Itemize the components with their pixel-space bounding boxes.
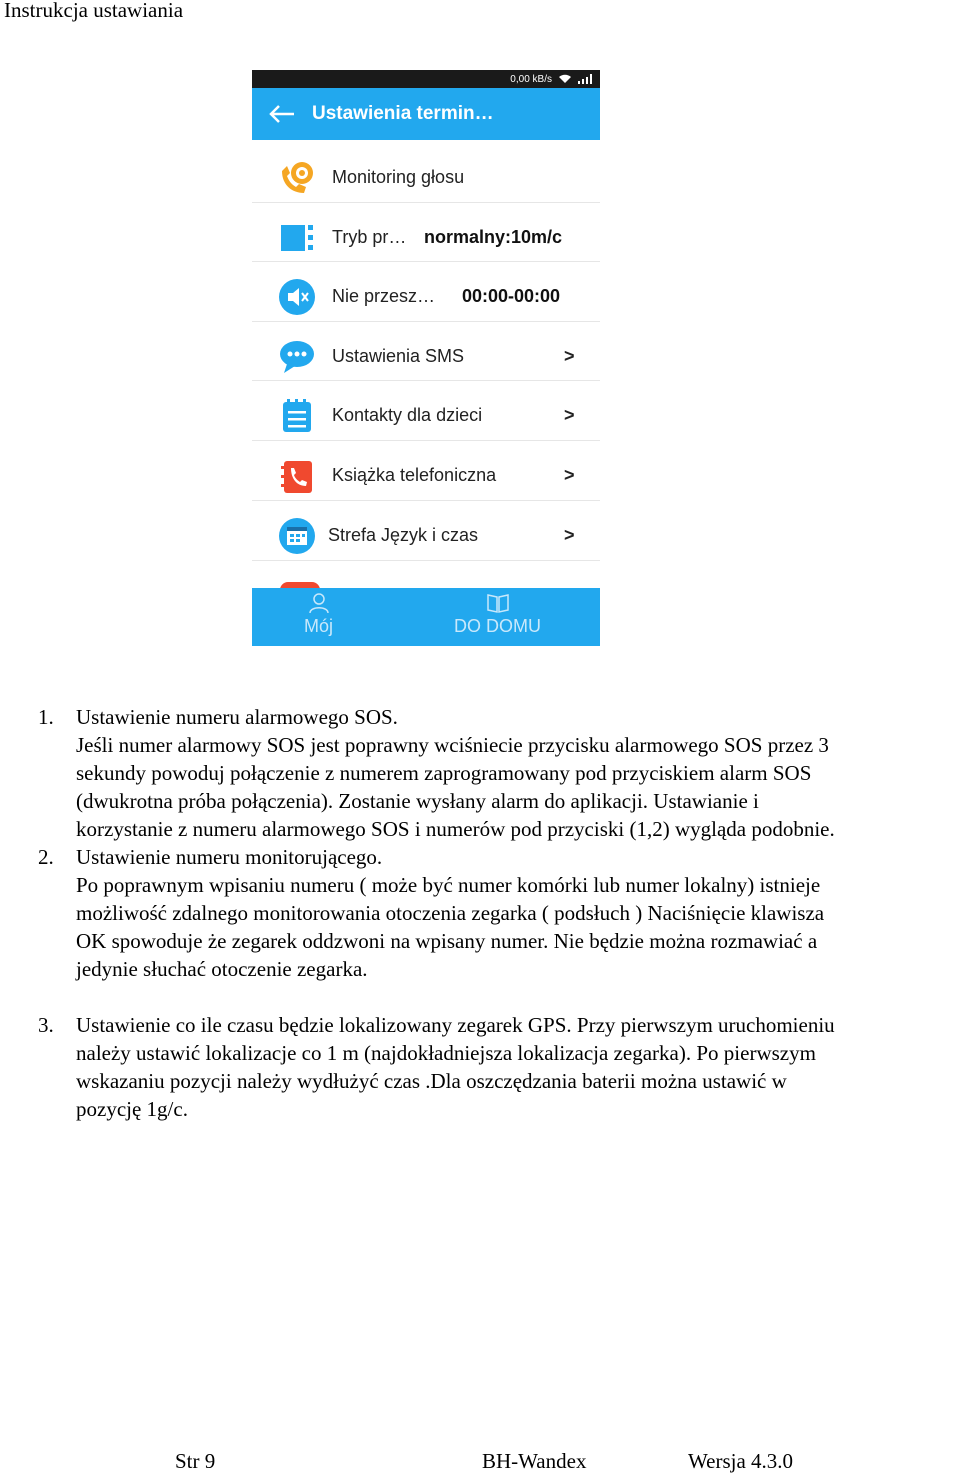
- row-value: 00:00-00:00: [462, 286, 561, 306]
- sms-icon: [278, 338, 316, 376]
- divider: [252, 261, 600, 262]
- list-number: 2.: [38, 845, 54, 869]
- list-number: 3.: [38, 1013, 54, 1037]
- footer-brand: BH-Wandex: [482, 1449, 587, 1473]
- list-number: 1.: [38, 705, 54, 729]
- divider: [252, 440, 600, 441]
- paragraph-line: Po poprawnym wpisaniu numeru ( może być numer komórki lub numer lokalny) istnieje: [76, 873, 821, 897]
- section-2-title: Ustawienie numeru monitorującego.: [76, 845, 383, 869]
- tab-home[interactable]: [454, 592, 541, 637]
- section-3-title: Ustawienie co ile czasu będzie lokalizowany zegarek GPS. Przy pierwszym uruchomieniu: [76, 1013, 835, 1037]
- mute-icon: [278, 278, 316, 316]
- paragraph-line: OK spowoduje że zegarek oddzwoni na wpisany numer. Nie będzie można rozmawiać a: [76, 929, 818, 953]
- tab-home-label: DO DOMU: [454, 616, 541, 636]
- user-icon: [308, 592, 330, 614]
- setting-phonebook[interactable]: [252, 446, 600, 505]
- document-header: Instrukcja ustawiania: [4, 0, 184, 22]
- paragraph-line: wskazaniu pozycji należy wydłużyć czas .Dla oszczędzania baterii można ustawić w: [76, 1069, 787, 1093]
- row-label: Kontakty dla dzieci: [332, 405, 483, 425]
- setting-work-mode[interactable]: [252, 208, 600, 267]
- app-title: Ustawienia termin…: [312, 103, 494, 124]
- phone-screenshot: [252, 70, 600, 646]
- divider: [252, 202, 600, 203]
- row-label: Ustawienia SMS: [332, 346, 465, 366]
- voice-monitor-icon: [278, 159, 316, 197]
- chevron-right-icon: >: [564, 465, 575, 485]
- contacts-list-icon: [278, 397, 316, 435]
- footer-version: Wersja 4.3.0: [688, 1449, 794, 1473]
- status-bar: [252, 70, 600, 88]
- divider: [252, 380, 600, 381]
- phonebook-icon: [278, 457, 316, 495]
- row-label: Nie przesz…: [332, 286, 436, 306]
- back-button[interactable]: [252, 88, 312, 140]
- paragraph-line: możliwość zdalnego monitorowania otoczenia zegarka ( podsłuch ) Naciśnięcie klawisza: [76, 901, 825, 925]
- row-label: Strefa Język i czas: [328, 525, 479, 545]
- row-value: normalny:10m/c: [424, 227, 563, 247]
- setting-do-not-disturb[interactable]: [252, 267, 600, 326]
- setting-voice-monitoring[interactable]: [252, 148, 600, 207]
- chevron-right-icon: >: [564, 525, 575, 545]
- paragraph-line: należy ustawić lokalizacje co 1 m (najdokładniejsza lokalizacja zegarka). Po pierwszym: [76, 1041, 816, 1065]
- chevron-right-icon: >: [564, 405, 575, 425]
- paragraph-line: Jeśli numer alarmowy SOS jest poprawny wciśniecie przycisku alarmowego SOS przez 3: [76, 733, 829, 757]
- paragraph-line: pozycję 1g/c.: [76, 1097, 188, 1121]
- paragraph-line: jedynie słuchać otoczenie zegarka.: [76, 957, 368, 981]
- divider: [252, 500, 600, 501]
- book-icon: [486, 592, 510, 614]
- tab-mine-label: Mój: [304, 616, 334, 636]
- setting-zone-language-time[interactable]: [252, 506, 600, 565]
- app-bar: [252, 88, 600, 140]
- paragraph-line: korzystanie z numeru alarmowego SOS i numerów pod przyciski (1,2) wygląda podobnie.: [76, 817, 835, 841]
- divider: [252, 321, 600, 322]
- section-1-title: Ustawienie numeru alarmowego SOS.: [76, 705, 398, 729]
- back-arrow-icon: [268, 104, 296, 124]
- paragraph-line: sekundy powoduj połączenie z numerem zaprogramowany pod przyciskiem alarm SOS: [76, 761, 812, 785]
- calendar-icon: [278, 517, 316, 555]
- mode-icon: [278, 219, 316, 257]
- paragraph-line: (dwukrotna próba połączenia). Zostanie wysłany alarm do aplikacji. Ustawianie i: [76, 789, 759, 813]
- signal-icon: [578, 74, 594, 84]
- setting-sms[interactable]: [252, 327, 600, 386]
- tab-mine[interactable]: [304, 592, 333, 637]
- row-label: Tryb pr…: [332, 227, 407, 247]
- bottom-tab-bar: [252, 588, 600, 646]
- setting-child-contacts[interactable]: [252, 386, 600, 445]
- row-label: Monitoring głosu: [332, 167, 465, 187]
- footer-page: Str 9: [175, 1449, 216, 1473]
- divider: [252, 560, 600, 561]
- row-label: Książka telefoniczna: [332, 465, 497, 485]
- network-speed: 0,00 kB/s: [510, 73, 552, 85]
- chevron-right-icon: >: [564, 346, 575, 366]
- wifi-icon: [558, 74, 572, 84]
